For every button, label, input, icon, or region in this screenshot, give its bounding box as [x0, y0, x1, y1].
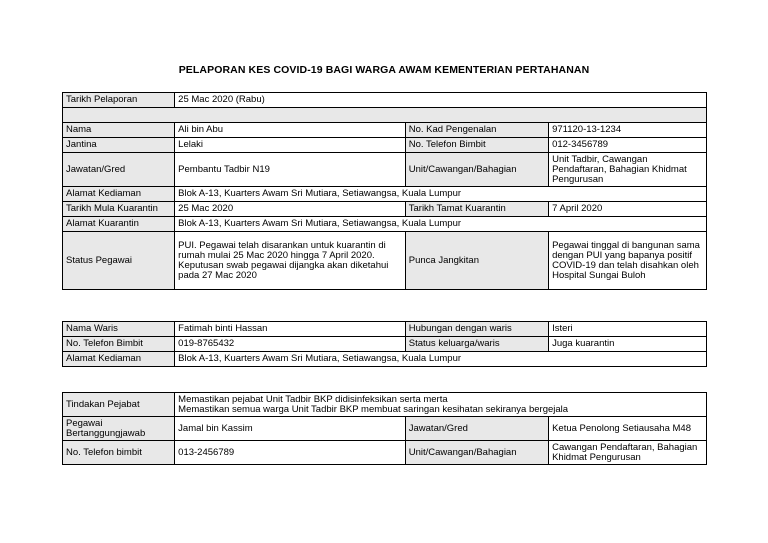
table-row-blank — [63, 108, 707, 123]
heir-phone-value: 019-8765432 — [175, 337, 406, 352]
name-value: Ali bin Abu — [175, 123, 406, 138]
quarantine-start-value: 25 Mac 2020 — [175, 202, 406, 217]
quarantine-end-value: 7 April 2020 — [549, 202, 707, 217]
gender-label: Jantina — [63, 138, 175, 153]
unit-label: Unit/Cawangan/Bahagian — [405, 153, 548, 187]
table-row — [63, 393, 707, 417]
page-title: PELAPORAN KES COVID-19 BAGI WARGA AWAM KEMENTERIAN PERTAHANAN — [178, 64, 590, 76]
phone-value: 012-3456789 — [549, 138, 707, 153]
table-row — [63, 138, 707, 153]
family-status-label: Status keluarga/waris — [405, 337, 548, 352]
heir-name-value: Fatimah binti Hassan — [175, 322, 406, 337]
quarantine-address-value: Blok A-13, Kuarters Awam Sri Mutiara, Setiawangsa, Kuala Lumpur — [175, 217, 707, 232]
table-row — [63, 232, 707, 290]
heir-name-label: Nama Waris — [63, 322, 175, 337]
office-action-line-2: Memastikan semua warga Unit Tadbir BKP membuat saringan kesihatan sekiranya bergejala — [178, 403, 569, 415]
officer-position-value: Ketua Penolong Setiausaha M48 — [549, 417, 707, 441]
status-value: PUI. Pegawai telah disarankan untuk kuarantin di rumah mulai 25 Mac 2020 hingga 7 April 2020. Keputusan swab pegawai dijangka akan diketahui pada 27 Mac 2020 — [175, 232, 406, 290]
table-row — [63, 322, 707, 337]
infection-source-value: Pegawai tinggal di bangunan sama dengan PUI yang bapanya positif COVID-19 dan telah disahkan oleh Hospital Sungai Buloh — [549, 232, 707, 290]
position-value: Pembantu Tadbir N19 — [175, 153, 406, 187]
report-date-label: Tarikh Pelaporan — [63, 93, 175, 108]
officer-position-label: Jawatan/Gred — [405, 417, 548, 441]
quarantine-start-label: Tarikh Mula Kuarantin — [63, 202, 175, 217]
heir-relation-value: Isteri — [549, 322, 707, 337]
table-row — [63, 202, 707, 217]
table-row — [63, 352, 707, 367]
unit-value: Unit Tadbir, Cawangan Pendaftaran, Bahagian Khidmat Pengurusan — [549, 153, 707, 187]
responsible-officer-label: Pegawai Bertanggungjawab — [63, 417, 175, 441]
heir-phone-label: No. Telefon Bimbit — [63, 337, 175, 352]
heir-relation-label: Hubungan dengan waris — [405, 322, 548, 337]
family-status-value: Juga kuarantin — [549, 337, 707, 352]
quarantine-address-label: Alamat Kuarantin — [63, 217, 175, 232]
ic-label: No. Kad Pengenalan — [405, 123, 548, 138]
heir-address-label: Alamat Kediaman — [63, 352, 175, 367]
table-row — [63, 153, 707, 187]
table-row — [63, 217, 707, 232]
table-row — [63, 441, 707, 465]
officer-unit-value: Cawangan Pendaftaran, Bahagian Khidmat Pengurusan — [549, 441, 707, 465]
heir-table — [62, 321, 707, 367]
office-action-value — [175, 393, 707, 417]
responsible-officer-value: Jamal bin Kassim — [175, 417, 406, 441]
status-label: Status Pegawai — [63, 232, 175, 290]
table-row — [63, 123, 707, 138]
address-value: Blok A-13, Kuarters Awam Sri Mutiara, Setiawangsa, Kuala Lumpur — [175, 187, 707, 202]
quarantine-end-label: Tarikh Tamat Kuarantin — [405, 202, 548, 217]
blank-cell — [63, 108, 707, 123]
case-report-table — [62, 92, 707, 290]
office-action-table — [62, 392, 707, 465]
heir-address-value: Blok A-13, Kuarters Awam Sri Mutiara, Setiawangsa, Kuala Lumpur — [175, 352, 707, 367]
ic-value: 971120-13-1234 — [549, 123, 707, 138]
infection-source-label: Punca Jangkitan — [405, 232, 548, 290]
position-label: Jawatan/Gred — [63, 153, 175, 187]
gender-value: Lelaki — [175, 138, 406, 153]
table-row — [63, 337, 707, 352]
table-row — [63, 93, 707, 108]
office-action-line-1: Memastikan pejabat Unit Tadbir BKP didisinfeksikan serta merta — [178, 393, 448, 405]
phone-label: No. Telefon Bimbit — [405, 138, 548, 153]
office-action-label: Tindakan Pejabat — [63, 393, 175, 417]
name-label: Nama — [63, 123, 175, 138]
officer-phone-value: 013-2456789 — [175, 441, 406, 465]
officer-unit-label: Unit/Cawangan/Bahagian — [405, 441, 548, 465]
report-date-value: 25 Mac 2020 (Rabu) — [175, 93, 707, 108]
table-row — [63, 187, 707, 202]
address-label: Alamat Kediaman — [63, 187, 175, 202]
table-row — [63, 417, 707, 441]
officer-phone-label: No. Telefon bimbit — [63, 441, 175, 465]
